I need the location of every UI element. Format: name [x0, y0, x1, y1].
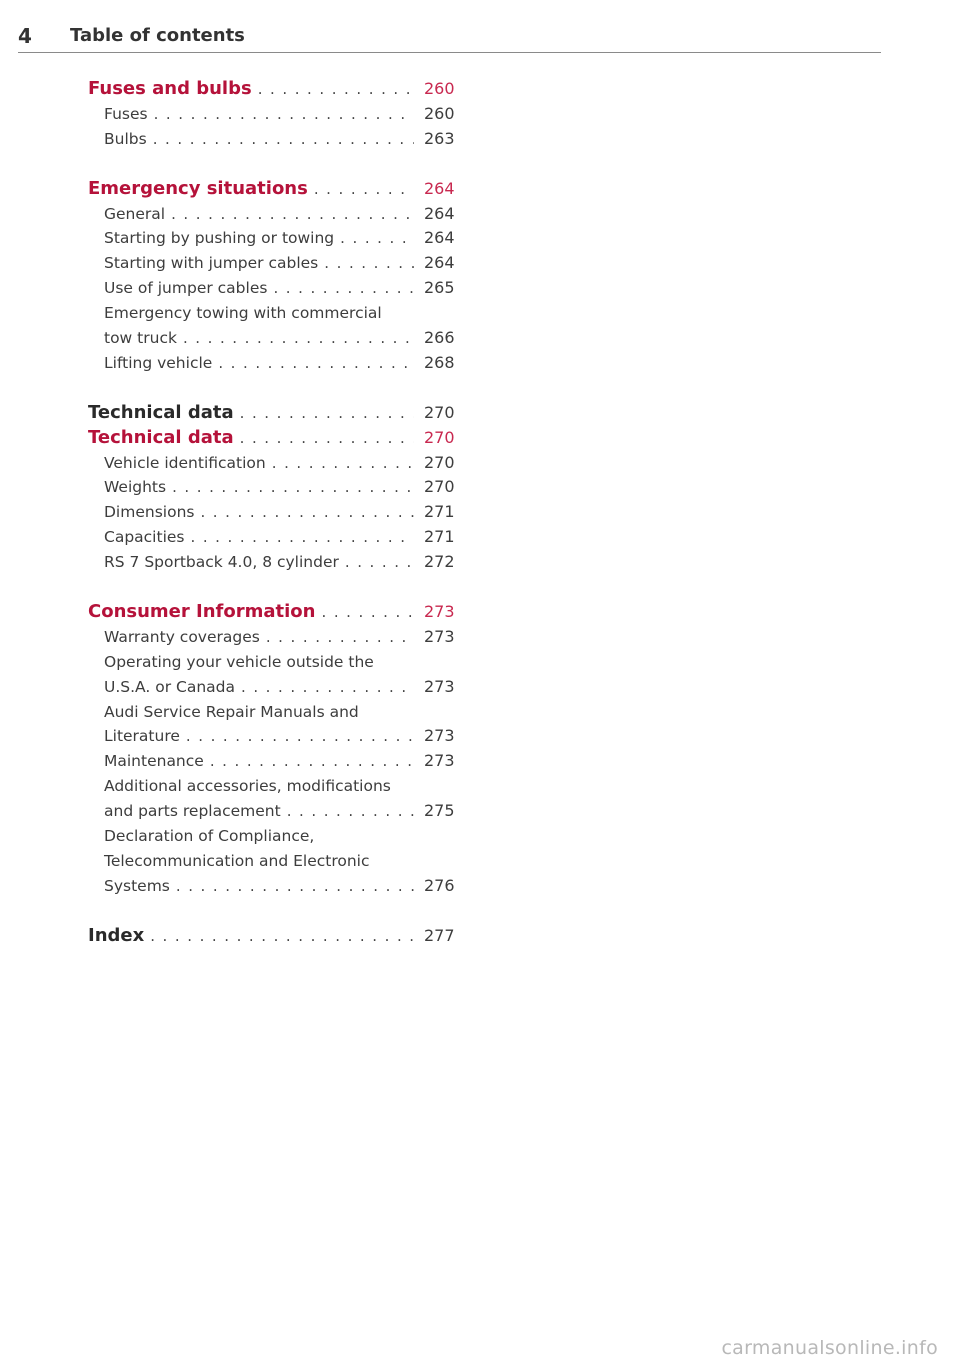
watermark: carmanualsonline.info [721, 1337, 938, 1359]
dot-leader [154, 102, 414, 127]
toc-entry-continuation [88, 849, 468, 874]
dot-leader [273, 276, 414, 301]
section-gap [88, 152, 468, 177]
toc-entry[interactable] [88, 724, 468, 749]
section-gap [88, 376, 468, 401]
toc-page-number: 271 [424, 527, 455, 547]
toc-entry[interactable] [88, 351, 468, 376]
toc-entry[interactable] [88, 326, 468, 351]
toc-section-entry[interactable] [88, 177, 468, 202]
toc-entry[interactable] [88, 525, 468, 550]
toc-entry-label: Starting by pushing or towing [104, 229, 335, 248]
toc-entry[interactable] [88, 276, 468, 301]
toc-page-number: 273 [424, 751, 455, 771]
toc-page-number: 273 [424, 726, 455, 746]
dot-leader [176, 874, 414, 899]
toc-entry[interactable] [88, 251, 468, 276]
toc-entry-label: Emergency towing with commercial [104, 304, 382, 323]
toc-entry-label: Operating your vehicle outside the [104, 652, 374, 671]
toc-page-number: 270 [424, 477, 455, 497]
dot-leader [218, 351, 414, 376]
toc-page-number: 260 [424, 79, 455, 98]
dot-leader [287, 799, 414, 824]
toc-section-entry[interactable] [88, 426, 468, 451]
toc-entry-label: and parts replacement [104, 802, 281, 821]
toc-entry-label: Vehicle identification [104, 453, 266, 472]
section-gap [88, 899, 468, 924]
toc-page-number: 264 [424, 203, 455, 223]
toc-page-number: 277 [424, 925, 455, 945]
toc-entry-label: tow truck [104, 329, 177, 348]
toc-entry[interactable] [88, 675, 468, 700]
toc-entry-continuation [88, 650, 468, 675]
dot-leader [272, 451, 414, 476]
toc-page-number: 271 [424, 502, 455, 522]
toc-page-number: 273 [424, 602, 455, 622]
toc-entry-label: Starting with jumper cables [104, 254, 319, 273]
dot-leader [321, 600, 414, 625]
dot-leader [345, 550, 414, 575]
toc-entry[interactable] [88, 127, 468, 152]
toc-entry[interactable] [88, 102, 468, 127]
dot-leader [240, 426, 414, 451]
dot-leader [241, 675, 414, 700]
dot-leader [240, 401, 414, 426]
toc-entry-label: Fuses [104, 104, 148, 123]
toc-entry[interactable] [88, 451, 468, 476]
section-gap [88, 575, 468, 600]
toc-page-number: 263 [424, 128, 455, 148]
toc-entry-label: Emergency situations [88, 177, 308, 199]
toc-entry-label: Audi Service Repair Manuals and [104, 702, 359, 721]
toc-page-number: 273 [424, 676, 455, 696]
toc-entry-continuation [88, 774, 468, 799]
toc-entry-label: Bulbs [104, 129, 147, 148]
dot-leader [150, 924, 414, 949]
page-title: Table of contents [70, 25, 245, 46]
toc-entry-label: Technical data [88, 426, 234, 448]
toc-page-number: 264 [424, 228, 455, 248]
dot-leader [324, 251, 414, 276]
toc-entry[interactable] [88, 799, 468, 824]
toc-entry[interactable] [88, 202, 468, 227]
dot-leader [190, 525, 414, 550]
toc-page-number: 260 [424, 103, 455, 123]
dot-leader [172, 475, 414, 500]
dot-leader [314, 177, 414, 202]
toc-page-number: 265 [424, 278, 455, 298]
page-number: 4 [18, 24, 32, 48]
toc-entry-label: Technical data [88, 401, 234, 423]
toc-entry-label: Declaration of Compliance, [104, 827, 315, 846]
toc-entry-label: Weights [104, 478, 167, 497]
toc-entry-label: Capacities [104, 528, 185, 547]
toc-entry-label: Index [88, 924, 145, 946]
toc-entry-label: RS 7 Sportback 4.0, 8 cylinder [104, 553, 339, 572]
toc-entry-label: Dimensions [104, 503, 195, 522]
toc-section-entry[interactable] [88, 600, 468, 625]
toc-page-number: 266 [424, 328, 455, 348]
dot-leader [210, 749, 414, 774]
dot-leader [171, 202, 414, 227]
toc-entry-label: General [104, 204, 166, 223]
toc-entry-label: Warranty coverages [104, 627, 260, 646]
toc-page-number: 275 [424, 801, 455, 821]
toc-page-number: 264 [424, 253, 455, 273]
toc-page-number: 268 [424, 352, 455, 372]
toc-entry[interactable] [88, 874, 468, 899]
toc-entry-continuation [88, 700, 468, 725]
toc-page-number: 270 [424, 402, 455, 422]
toc-section-entry[interactable] [88, 924, 468, 949]
dot-leader [186, 724, 414, 749]
toc-entry-label: Literature [104, 727, 180, 746]
toc-entry-label: U.S.A. or Canada [104, 677, 235, 696]
page-header [18, 22, 881, 53]
toc-page-number: 276 [424, 875, 455, 895]
dot-leader [340, 226, 414, 251]
table-of-contents [88, 77, 468, 949]
toc-page-number: 270 [424, 427, 455, 447]
dot-leader [153, 127, 414, 152]
toc-entry-label: Maintenance [104, 752, 204, 771]
toc-entry[interactable] [88, 550, 468, 575]
toc-entry-continuation [88, 824, 468, 849]
toc-entry[interactable] [88, 500, 468, 525]
toc-entry-label: Systems [104, 876, 170, 895]
toc-section-entry[interactable] [88, 77, 468, 102]
dot-leader [258, 77, 414, 102]
toc-page-number: 264 [424, 178, 455, 198]
toc-entry-label: Fuses and bulbs [88, 78, 252, 99]
toc-entry-label: Additional accessories, modifications [104, 777, 391, 796]
toc-section-entry[interactable] [88, 401, 468, 426]
toc-entry-label: Use of jumper cables [104, 279, 268, 298]
dot-leader [266, 625, 414, 650]
toc-entry-label: Consumer Information [88, 601, 316, 623]
toc-entry[interactable] [88, 475, 468, 500]
toc-entry[interactable] [88, 625, 468, 650]
toc-entry[interactable] [88, 749, 468, 774]
toc-entry-label: Lifting vehicle [104, 353, 213, 372]
toc-page-number: 270 [424, 452, 455, 472]
toc-entry-continuation [88, 301, 468, 326]
toc-entry-label: Telecommunication and Electronic [104, 851, 370, 870]
dot-leader [200, 500, 414, 525]
toc-entry[interactable] [88, 226, 468, 251]
dot-leader [183, 326, 414, 351]
toc-page-number: 273 [424, 626, 455, 646]
toc-page-number: 272 [424, 552, 455, 572]
